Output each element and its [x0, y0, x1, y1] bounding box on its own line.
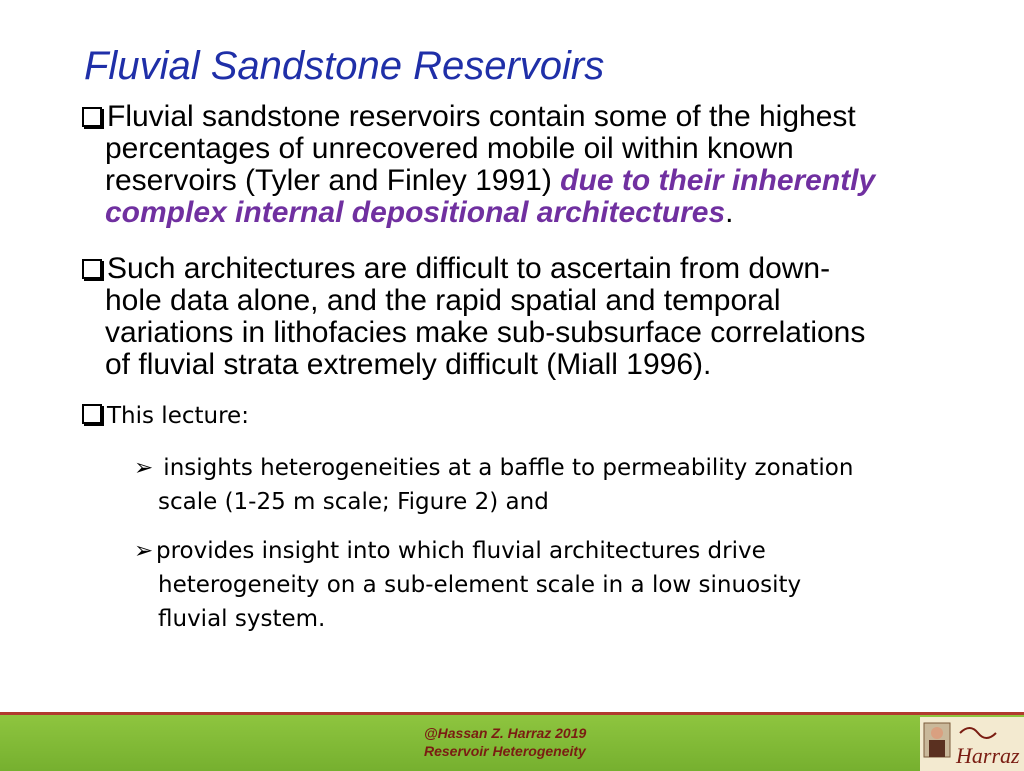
footer-author: @Hassan Z. Harraz 2019	[424, 725, 587, 741]
bullet-text-line: variations in lithofacies make sub-subsurface correlations	[105, 316, 866, 349]
footer-course: Reservoir Heterogeneity	[424, 743, 586, 759]
bullet-text-line: Fluvial sandstone reservoirs contain some of the highest	[107, 100, 856, 133]
bullet-this-lecture	[82, 401, 1002, 431]
bullet-text-line	[82, 165, 1002, 197]
emphasis-text: complex internal depositional architectures	[105, 196, 726, 229]
checkbox-bullet-icon	[82, 259, 102, 279]
subbullet-text-line: heterogeneity on a sub-element scale in a low sinuosity	[158, 572, 802, 598]
subbullet-insights	[134, 451, 1004, 519]
slide-title: Fluvial Sandstone Reservoirs	[84, 44, 605, 88]
arrow-bullet-icon: ➢	[134, 455, 154, 481]
logo-text: Harraz	[956, 743, 1020, 768]
checkbox-bullet-icon	[82, 107, 102, 127]
bullet-text-plain: .	[725, 196, 734, 229]
harraz-logo-icon	[920, 717, 1024, 771]
emphasis-text: due to their inherently	[560, 164, 876, 197]
bullet-text-line: Such architectures are difficult to ascertain from down-	[107, 252, 831, 285]
footer-credit	[424, 724, 586, 760]
subbullet-text-line: provides insight into which fluvial architectures drive	[156, 538, 766, 564]
subbullet-provides-insight	[134, 534, 1004, 636]
subbullet-text-line: scale (1-25 m scale; Figure 2) and	[158, 489, 549, 515]
bullet-fluvial-reservoirs	[82, 101, 1002, 229]
subbullet-text-line: insights heterogeneities at a baffle to permeability zonation	[156, 455, 854, 481]
bullet-architectures	[82, 253, 1002, 381]
slide-footer	[0, 712, 1024, 771]
subbullet-text-line: fluvial system.	[158, 606, 326, 632]
bullet-text-plain: reservoirs (Tyler and Finley 1991)	[105, 164, 561, 197]
arrow-bullet-icon: ➢	[134, 538, 154, 564]
bullet-text-line: percentages of unrecovered mobile oil within known	[105, 132, 794, 165]
bullet-text-line: hole data alone, and the rapid spatial and temporal	[105, 284, 781, 317]
bullet-text-line: This lecture:	[107, 403, 249, 429]
bullet-text-line	[82, 197, 1002, 229]
bullet-text-line: of fluvial strata extremely difficult (Miall 1996).	[105, 348, 712, 381]
checkbox-bullet-icon	[82, 404, 102, 424]
